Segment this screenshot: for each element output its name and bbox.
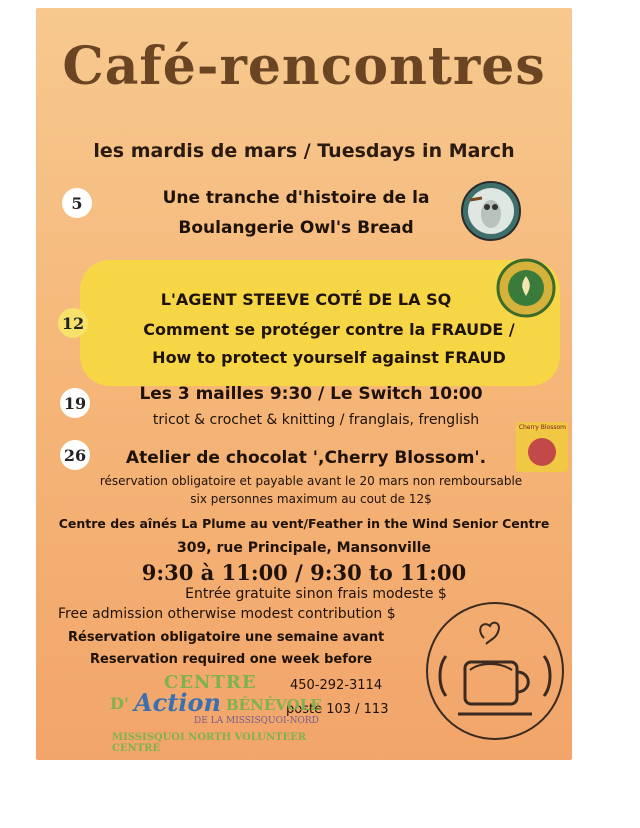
- info-price-fr: Entrée gratuite sinon frais modeste $: [185, 586, 447, 602]
- event-12-line2: How to protect yourself against FRAUD: [152, 348, 506, 367]
- date-badge-19: 19: [60, 388, 90, 418]
- cherry-blossom-label: Cherry Blossom: [518, 424, 566, 431]
- logo-english: MISSISQUOI NORTH VOLUNTEER CENTRE: [112, 732, 307, 754]
- info-res-fr: Réservation obligatoire une semaine avant: [68, 630, 385, 645]
- info-phone: 450-292-3114: [290, 678, 383, 693]
- logo-action: Action: [134, 688, 221, 717]
- event-26-line1: Atelier de chocolat ',Cherry Blossom'.: [125, 448, 487, 468]
- sq-police-badge-icon: [496, 258, 556, 318]
- poster-title: Café-rencontres: [62, 36, 546, 97]
- poster: [36, 8, 572, 760]
- chocolate-icon: [528, 438, 556, 466]
- date-badge-5: 5: [62, 188, 92, 218]
- info-res-en: Reservation required one week before: [90, 652, 373, 667]
- coffee-cup-icon: [420, 596, 570, 746]
- venue-name: Centre des aînés La Plume au vent/Feather in the Wind Senior Centre: [58, 516, 550, 531]
- info-price-en: Free admission otherwise modest contribution $: [58, 606, 396, 622]
- poster-subtitle: les mardis de mars / Tuesdays in March: [93, 140, 515, 162]
- event-12-line1: Comment se protéger contre la FRAUDE /: [143, 320, 515, 339]
- info-extension: poste 103 / 113: [286, 702, 389, 717]
- venue-time: 9:30 à 11:00 / 9:30 to 11:00: [141, 560, 467, 585]
- event-19-line2: tricot & crochet & knitting / franglais, frenglish: [152, 412, 480, 428]
- logo-d: D': [110, 694, 129, 713]
- centre-action-benevole-logo: [76, 672, 328, 752]
- cherry-blossom-logo: [516, 422, 568, 472]
- event-26-line2: réservation obligatoire et payable avant le 20 mars non remboursable: [99, 474, 523, 488]
- date-badge-26: 26: [60, 440, 90, 470]
- logo-benevole: BÉNÉVOLE: [226, 696, 322, 714]
- logo-region: DE LA MISSISQUOI-NORD: [194, 716, 319, 726]
- event-26-line3: six personnes maximum au cout de 12$: [190, 492, 432, 506]
- event-19-line1: Les 3 mailles 9:30 / Le Switch 10:00: [139, 384, 483, 404]
- event-5-line1: Une tranche d'histoire de la: [162, 188, 430, 208]
- date-badge-12: 12: [58, 308, 88, 338]
- logo-centre: CENTRE: [164, 672, 257, 693]
- venue-address: 309, rue Principale, Mansonville: [177, 540, 431, 556]
- event-5-line2: Boulangerie Owl's Bread: [178, 218, 414, 238]
- event-12-speaker: L'AGENT STEEVE COTÉ DE LA SQ: [160, 290, 452, 309]
- owl-bread-logo-icon: [460, 180, 522, 242]
